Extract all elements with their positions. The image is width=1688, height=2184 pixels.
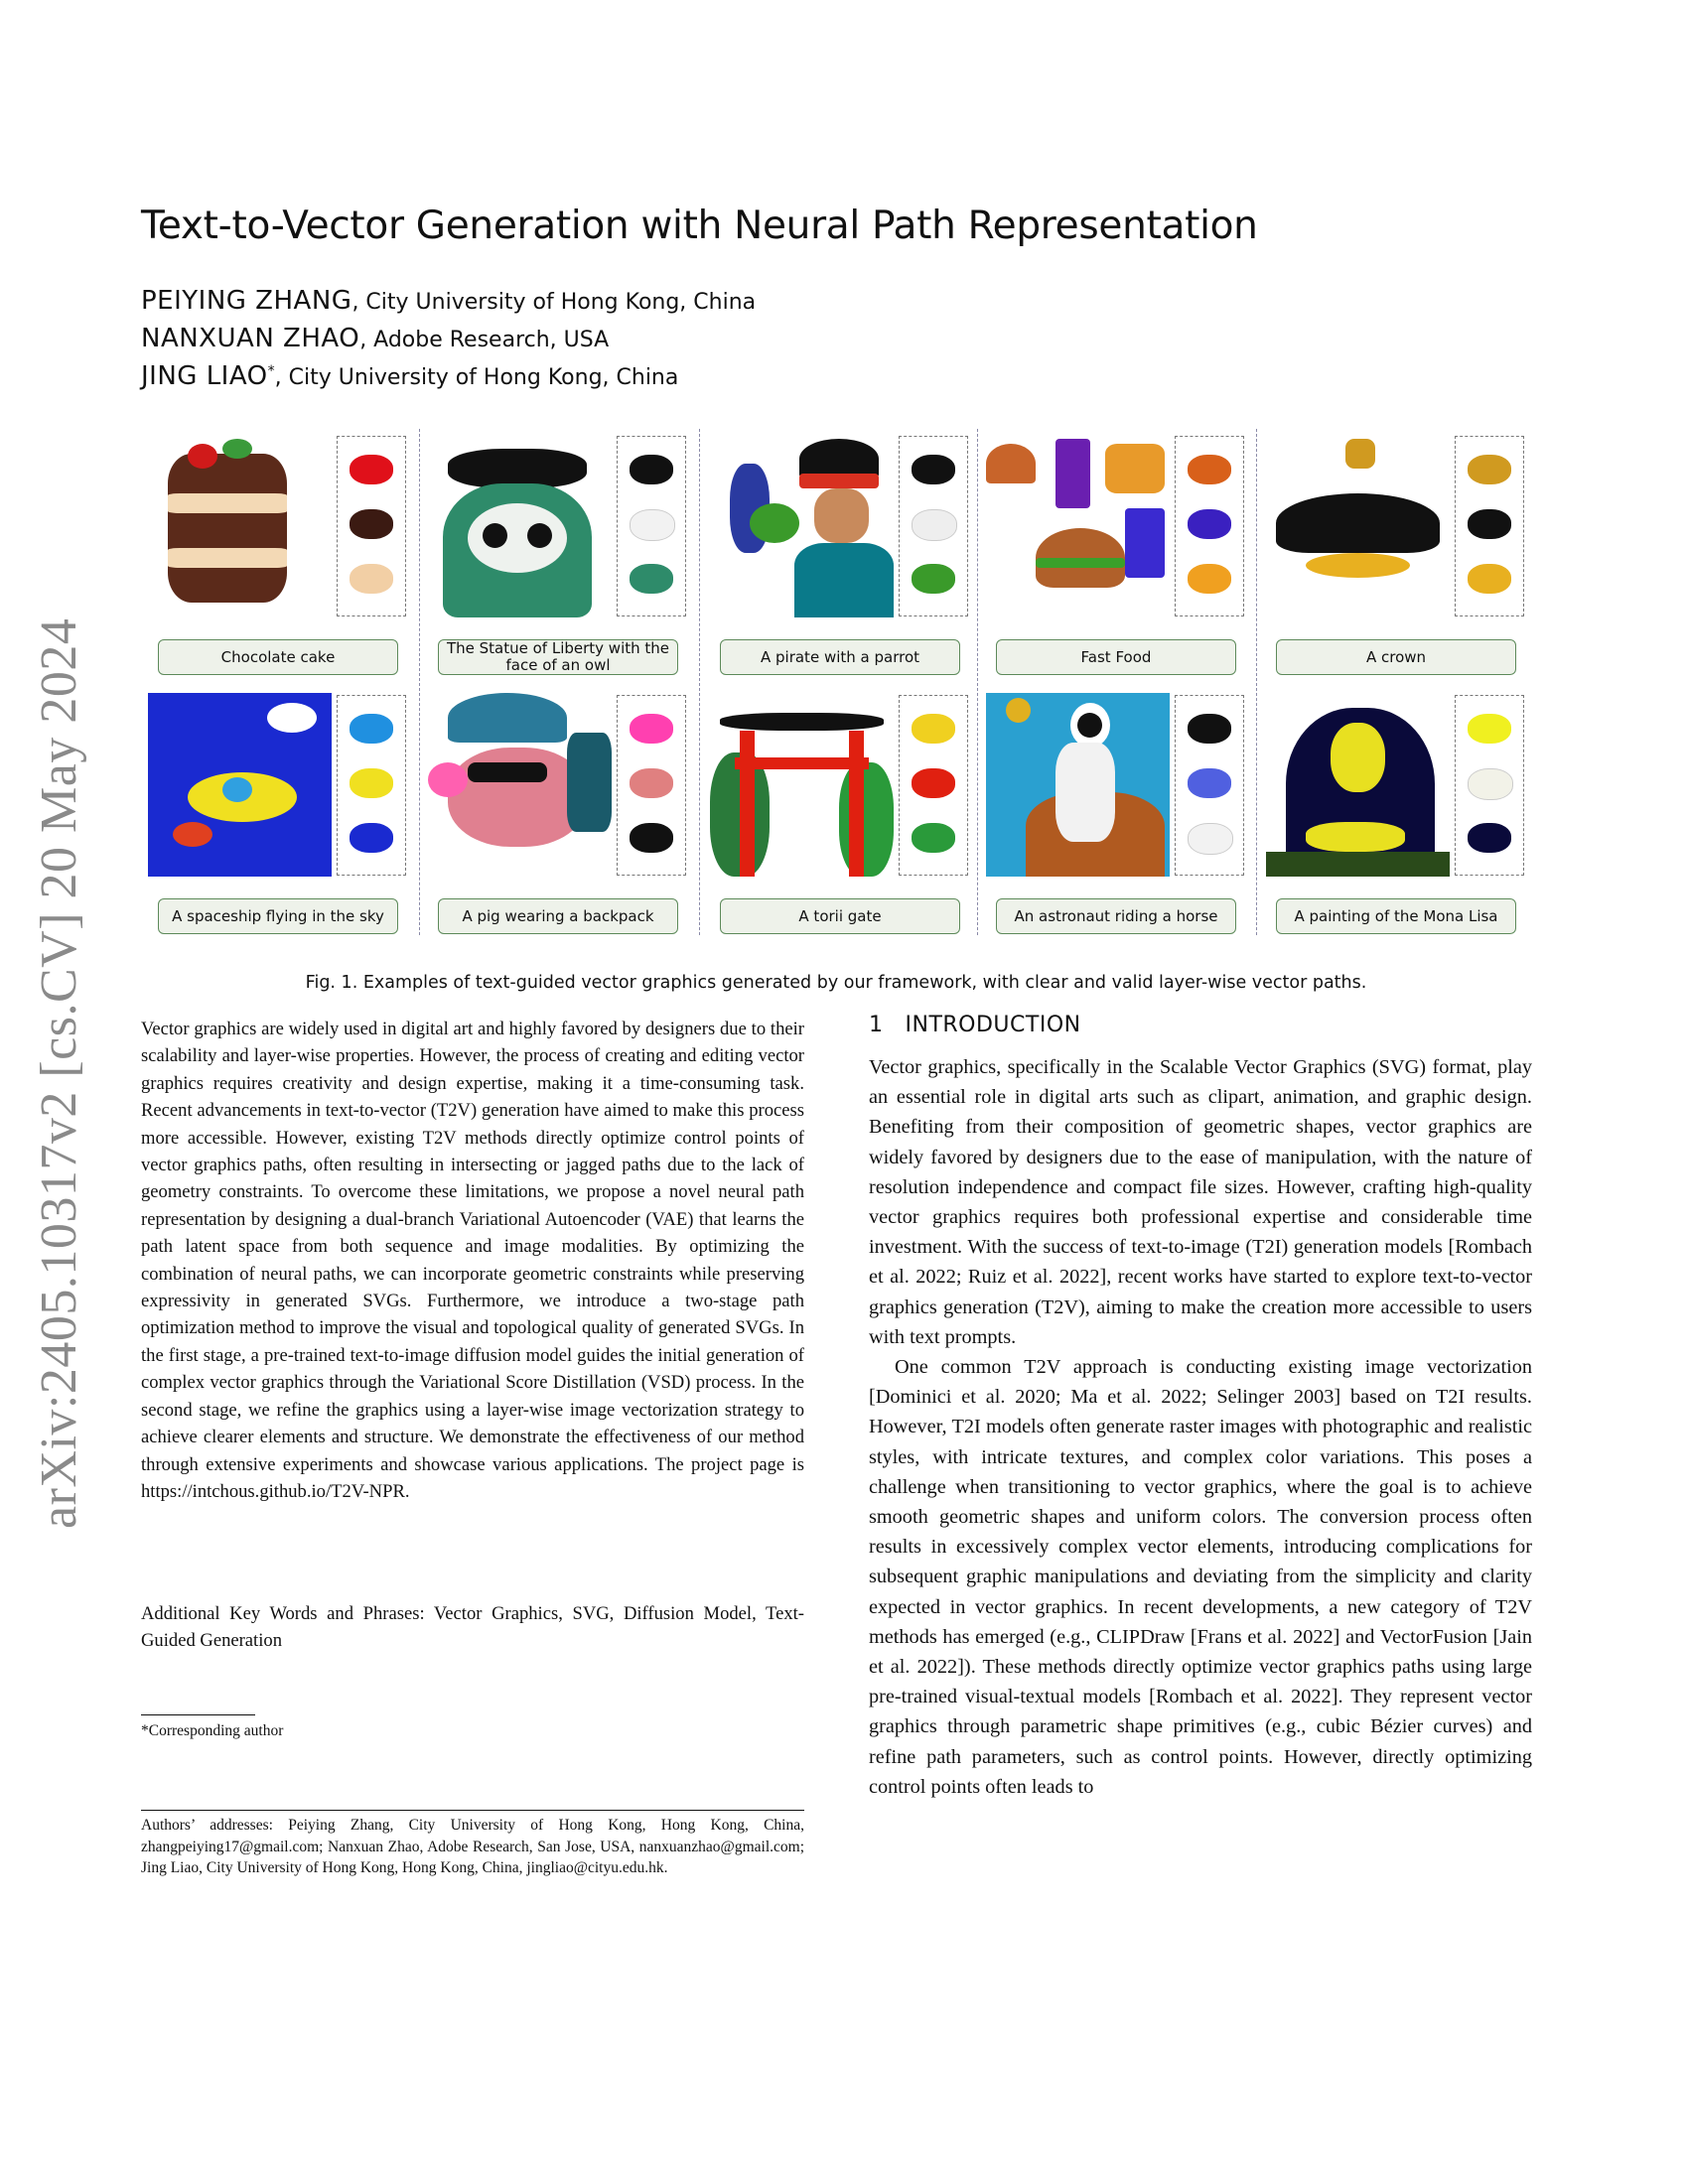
arxiv-stamp: arXiv:2405.10317v2 [cs.CV] 20 May 2024: [31, 617, 87, 1529]
prompt-label: Chocolate cake: [158, 639, 398, 675]
vector-shape: [168, 454, 287, 603]
layer-path: [1188, 823, 1233, 855]
layer-path: [630, 714, 673, 744]
layer-paths-panel: [617, 436, 686, 616]
vector-shape: [1266, 852, 1450, 877]
layer-paths-panel: [617, 695, 686, 876]
generated-vector-image: [148, 434, 332, 617]
layer-path: [350, 823, 393, 853]
layer-path: [350, 714, 393, 744]
author-3: [141, 361, 678, 391]
vector-shape: [448, 449, 587, 488]
prompt-label: A torii gate: [720, 898, 960, 934]
prompt-label: The Statue of Liberty with the face of an owl: [438, 639, 678, 675]
layer-path: [1188, 768, 1231, 798]
figure-caption: Fig. 1. Examples of text-guided vector graphics generated by our framework, with clear and valid layer-wise vector paths.: [305, 973, 1367, 993]
column-divider: [699, 429, 700, 935]
vector-shape: [740, 731, 755, 877]
layer-path: [630, 823, 673, 853]
intro-paragraph: One common T2V approach is conducting existing image vectorization [Dominici et al. 2020; Ma et al. 2022; Selinger 2003] based on T2I results. However, T2I models often generate raster images with photographic and realistic styles, with intricate textures, and complex color variations. This poses a challenge when transitioning to vector graphics, where the goal is to achieve smooth geometric shapes and uniform colors. The conversion process often results in excessively complex vector elements, introducing complications for subsequent graphic manipulations and deviating from the simplicity and clarity expected in vector graphics. In recent developments, a new category of T2V methods has emerged (e.g., CLIPDraw [Frans et al. 2022] and VectorFusion [Jain et al. 2022]). These methods directly optimize vector graphics paths using large pre-trained visual-textual models [Rombach et al. 2022]. They represent vector graphics through parametric shape primitives (e.g., cubic Bézier curves) and refine path parameters, such as control points. However, directly optimizing control points often leads to: [869, 1356, 1532, 1798]
layer-paths-panel: [337, 695, 406, 876]
keywords: Additional Key Words and Phrases: Vector Graphics, SVG, Diffusion Model, Text-Guided Generation: [141, 1603, 804, 1652]
author-affiliation: , Adobe Research, USA: [359, 328, 610, 352]
vector-shape: [794, 543, 894, 617]
layer-path: [912, 823, 955, 853]
layer-path: [630, 768, 673, 798]
layer-path: [350, 455, 393, 484]
vector-shape: [222, 439, 252, 459]
layer-paths-panel: [337, 436, 406, 616]
vector-shape: [567, 733, 612, 832]
prompt-label: A pig wearing a backpack: [438, 898, 678, 934]
layer-path: [1188, 455, 1231, 484]
vector-shape: [222, 777, 252, 802]
vector-shape: [267, 703, 317, 733]
layer-path: [1468, 823, 1511, 853]
layer-path: [912, 455, 955, 484]
vector-shape: [1105, 444, 1165, 493]
prompt-label: A pirate with a parrot: [720, 639, 960, 675]
vector-shape: [799, 474, 879, 488]
figure-example: [148, 434, 403, 672]
layer-path: [350, 564, 393, 594]
layer-path: [912, 714, 955, 744]
vector-shape: [483, 523, 507, 548]
figure-example: [986, 434, 1241, 672]
figure-example: [710, 434, 965, 672]
generated-vector-image: [428, 693, 612, 877]
prompt-label: Fast Food: [996, 639, 1236, 675]
layer-paths-panel: [1175, 436, 1244, 616]
generated-vector-image: [148, 693, 332, 877]
vector-shape: [1055, 439, 1090, 508]
layer-path: [1468, 509, 1511, 539]
generated-vector-image: [1266, 434, 1450, 617]
layer-path: [912, 564, 955, 594]
layer-path: [1468, 564, 1511, 594]
prompt-label: An astronaut riding a horse: [996, 898, 1236, 934]
layer-path: [1188, 509, 1231, 539]
layer-path: [912, 509, 957, 541]
figure-example: [148, 693, 403, 931]
vector-shape: [168, 493, 287, 513]
vector-shape: [468, 762, 547, 782]
generated-vector-image: [428, 434, 612, 617]
section-heading: [869, 1013, 1103, 1037]
figure-example: [1266, 693, 1521, 931]
vector-shape: [1077, 713, 1102, 738]
vector-shape: [839, 762, 894, 877]
paper-title: Text-to-Vector Generation with Neural Path Representation: [141, 204, 1258, 248]
section-title: INTRODUCTION: [905, 1013, 1081, 1037]
vector-shape: [799, 439, 879, 478]
author-affiliation: , City University of Hong Kong, China: [274, 365, 679, 390]
layer-paths-panel: [899, 695, 968, 876]
section-number: 1: [869, 1013, 884, 1037]
layer-paths-panel: [899, 436, 968, 616]
vector-shape: [1331, 723, 1385, 792]
layer-path: [1468, 714, 1511, 744]
author-2: [141, 324, 609, 353]
layer-path: [1188, 564, 1231, 594]
column-divider: [419, 429, 420, 935]
generated-vector-image: [986, 693, 1170, 877]
layer-path: [350, 509, 393, 539]
vector-shape: [849, 731, 864, 877]
abstract: Vector graphics are widely used in digital art and highly favored by designers due to their scalability and layer-wise properties. However, the process of creating and editing vector graphics requires creativity and design expertise, making it a time-consuming task. Recent advancements in text-to-vector (T2V) generation have aimed to make this process more accessible. However, existing T2V methods directly optimize control points of vector graphics paths, often resulting in intersecting or jagged paths due to the lack of geometry constraints. To overcome these limitations, we propose a novel neural path representation by designing a dual-branch Variational Autoencoder (VAE) that learns the path latent space from both sequence and image modalities. By optimizing the combination of neural paths, we can incorporate geometric constraints while preserving expressivity in generated SVGs. Furthermore, we introduce a two-stage path optimization method to improve the visual and topological quality of generated SVGs. In the first stage, a pre-trained text-to-image diffusion model guides the initial generation of complex vector graphics through the Variational Score Distillation (VSD) process. In the second stage, we refine the graphics using a layer-wise image vectorization strategy to achieve clearer elements and structure. We demonstrate the effectiveness of our method through extensive experiments and showcase various applications. The project page is https://intchous.github.io/T2V-NPR.: [141, 1019, 804, 1502]
introduction-body: [869, 1052, 1532, 1802]
vector-shape: [448, 693, 567, 743]
prompt-label: A painting of the Mona Lisa: [1276, 898, 1516, 934]
vector-shape: [173, 822, 212, 847]
prompt-label: A crown: [1276, 639, 1516, 675]
layer-path: [1188, 714, 1231, 744]
author-1: [141, 286, 756, 316]
vector-shape: [527, 523, 552, 548]
vector-shape: [188, 444, 217, 469]
vector-shape: [1055, 743, 1115, 842]
vector-shape: [750, 503, 799, 543]
layer-path: [630, 455, 673, 484]
column-divider: [1256, 429, 1257, 935]
author-name: PEIYING ZHANG: [141, 286, 352, 316]
vector-shape: [1036, 558, 1125, 568]
figure-example: [710, 693, 965, 931]
vector-shape: [168, 548, 287, 568]
footnote: *Corresponding author: [141, 1722, 284, 1739]
corresponding-mark: *: [267, 363, 275, 379]
vector-shape: [1276, 493, 1440, 553]
vector-shape: [986, 444, 1036, 483]
layer-path: [630, 564, 673, 594]
intro-paragraph: Vector graphics, specifically in the Scalable Vector Graphics (SVG) format, play an essential role in digital arts such as clipart, animation, and graphic design. Benefiting from their composition of geometric shapes, vector graphics are widely favored by designers due to the ease of manipulation, with the nature of resolution independence and compact file sizes. However, crafting high-quality vector graphics requires both professional expertise and considerable time investment. With the success of text-to-image (T2I) generation models [Rombach et al. 2022; Ruiz et al. 2022], recent works have started to explore text-to-vector graphics generation (T2V), aiming to make the creation more accessible to users with text prompts.: [869, 1056, 1532, 1348]
layer-path: [350, 768, 393, 798]
figure-example: [986, 693, 1241, 931]
generated-vector-image: [710, 693, 894, 877]
author-affiliation: , City University of Hong Kong, China: [352, 290, 757, 315]
layer-path: [1468, 455, 1511, 484]
figure-example: [428, 434, 683, 672]
layer-paths-panel: [1175, 695, 1244, 876]
author-name: JING LIAO: [141, 361, 268, 391]
vector-shape: [1306, 553, 1410, 578]
layer-path: [912, 768, 955, 798]
vector-shape: [428, 762, 468, 797]
vector-shape: [735, 757, 869, 769]
vector-shape: [1006, 698, 1031, 723]
addresses-rule: [141, 1810, 804, 1811]
vector-shape: [1306, 822, 1405, 852]
layer-path: [1468, 768, 1513, 800]
vector-shape: [1125, 508, 1165, 578]
generated-vector-image: [710, 434, 894, 617]
figure-example: [428, 693, 683, 931]
layer-paths-panel: [1455, 436, 1524, 616]
vector-shape: [814, 488, 869, 543]
column-divider: [977, 429, 978, 935]
footnote-rule: [141, 1714, 255, 1715]
prompt-label: A spaceship flying in the sky: [158, 898, 398, 934]
figure-example: [1266, 434, 1521, 672]
vector-shape: [720, 713, 884, 731]
vector-shape: [1345, 439, 1375, 469]
layer-paths-panel: [1455, 695, 1524, 876]
author-addresses: Authors’ addresses: Peiying Zhang, City University of Hong Kong, Hong Kong, China, zhangpeiying17@gmail.com; Nanxuan Zhao, Adobe Research, San Jose, USA, nanxuanzhao@gmail.com; Jing Liao, City University of Hong Kong, Hong Kong, China, jingliao@cityu.edu.hk.: [141, 1817, 804, 1876]
generated-vector-image: [1266, 693, 1450, 877]
layer-path: [630, 509, 675, 541]
author-name: NANXUAN ZHAO: [141, 324, 360, 353]
generated-vector-image: [986, 434, 1170, 617]
